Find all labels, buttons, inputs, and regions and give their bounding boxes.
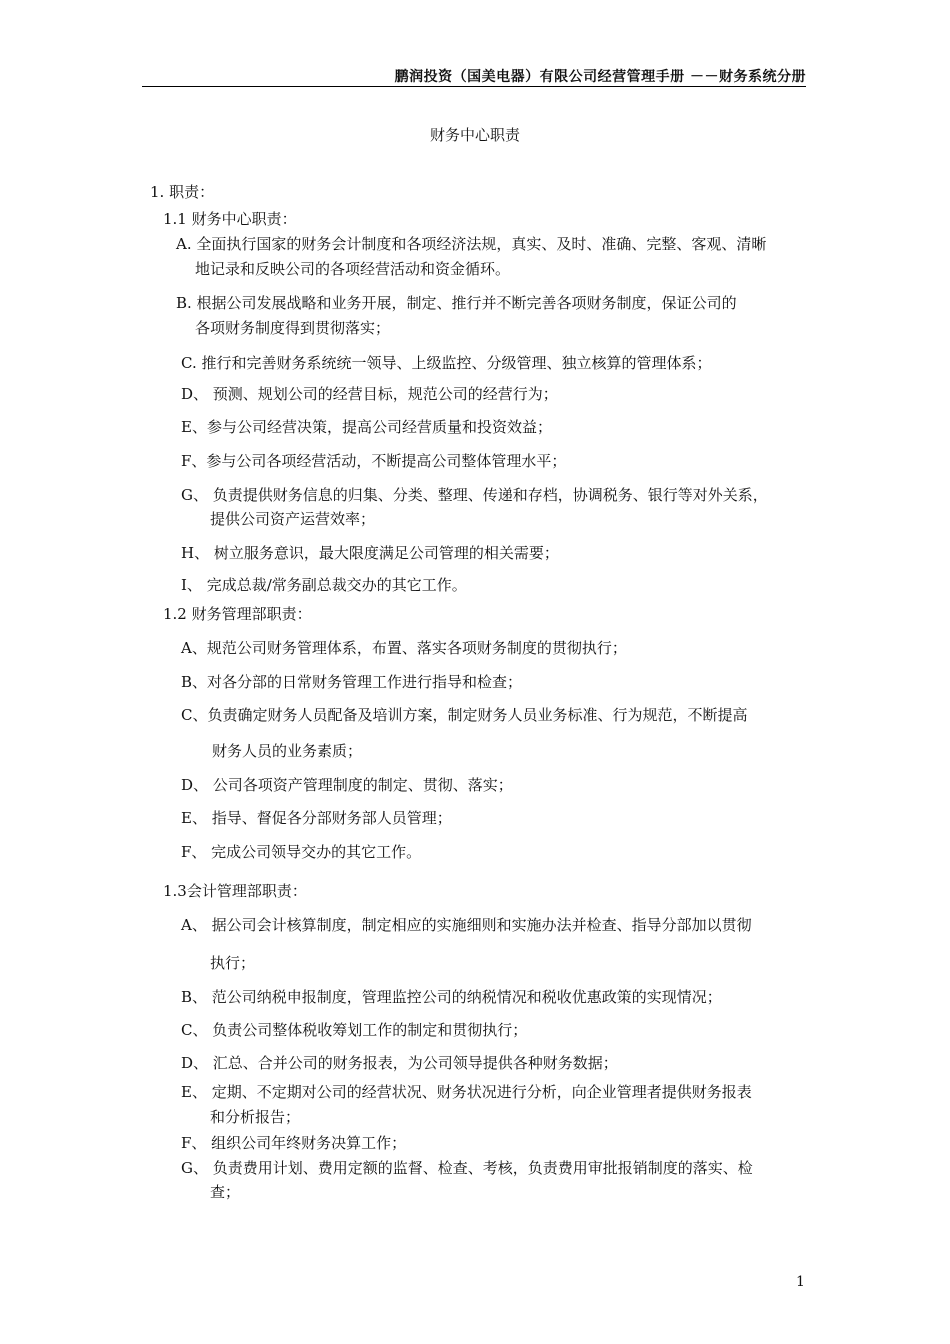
list-item: D、 公司各项资产管理制度的制定、贯彻、落实； <box>181 776 513 794</box>
list-item-continuation: 财务人员的业务素质； <box>212 742 363 760</box>
section-heading: 1. 职责： <box>150 183 215 201</box>
list-item: G、 负责提供财务信息的归集、分类、整理、传递和存档，协调税务、银行等对外关系， <box>181 486 768 504</box>
header-text: 鹏润投资（国美电器）有限公司经营管理手册 －－财务系统分册 <box>394 69 806 85</box>
subsection-heading: 1.2 财务管理部职责： <box>163 605 312 623</box>
list-item-continuation: 查； <box>210 1183 241 1201</box>
list-item: E、参与公司经营决策，提高公司经营质量和投资效益； <box>181 418 552 436</box>
list-item: C、负责确定财务人员配备及培训方案，制定财务人员业务标准、行为规范，不断提高 <box>181 706 748 724</box>
list-item: C、 负责公司整体税收筹划工作的制定和贯彻执行； <box>181 1021 528 1039</box>
list-item: A、规范公司财务管理体系，布置、落实各项财务制度的贯彻执行； <box>181 639 627 657</box>
list-item: E、 指导、督促各分部财务部人员管理； <box>181 809 452 827</box>
list-item-continuation: 地记录和反映公司的各项经营活动和资金循环。 <box>195 260 511 278</box>
list-item-continuation: 执行； <box>210 954 256 972</box>
list-item: B. 根据公司发展战略和业务开展，制定、推行并不断完善各项财务制度，保证公司的 <box>176 294 737 312</box>
page-number: 1 <box>796 1274 805 1290</box>
list-item: A. 全面执行国家的财务会计制度和各项经济法规，真实、及时、准确、完整、客观、清晰 <box>176 235 767 253</box>
list-item: E、 定期、不定期对公司的经营状况、财务状况进行分析，向企业管理者提供财务报表 <box>181 1083 752 1101</box>
list-item: B、 范公司纳税申报制度，管理监控公司的纳税情况和税收优惠政策的实现情况； <box>181 988 722 1006</box>
list-item-continuation: 和分析报告； <box>210 1108 301 1126</box>
list-item: F、 完成公司领导交办的其它工作。 <box>181 843 422 861</box>
list-item: A、 据公司会计核算制度，制定相应的实施细则和实施办法并检查、指导分部加以贯彻 <box>181 916 752 934</box>
list-item: G、 负责费用计划、费用定额的监督、检查、考核，负责费用审批报销制度的落实、检 <box>181 1159 753 1177</box>
list-item: H、 树立服务意识，最大限度满足公司管理的相关需要； <box>181 544 559 562</box>
subsection-heading: 1.3会计管理部职责： <box>163 882 307 900</box>
list-item: F、参与公司各项经营活动，不断提高公司整体管理水平； <box>181 452 567 470</box>
list-item: D、 预测、规划公司的经营目标，规范公司的经营行为； <box>181 385 558 403</box>
list-item: B、对各分部的日常财务管理工作进行指导和检查； <box>181 673 523 691</box>
list-item: I、 完成总裁/常务副总裁交办的其它工作。 <box>181 576 467 594</box>
page-header <box>142 64 806 87</box>
list-item-continuation: 提供公司资产运营效率； <box>210 510 376 528</box>
subsection-heading: 1.1 财务中心职责： <box>163 210 297 228</box>
list-item: D、 汇总、合并公司的财务报表，为公司领导提供各种财务数据； <box>181 1054 618 1072</box>
list-item: C. 推行和完善财务系统统一领导、上级监控、分级管理、独立核算的管理体系； <box>181 354 712 372</box>
list-item: F、 组织公司年终财务决算工作； <box>181 1134 407 1152</box>
page-title: 财务中心职责 <box>429 126 520 144</box>
list-item-continuation: 各项财务制度得到贯彻落实； <box>195 319 391 337</box>
